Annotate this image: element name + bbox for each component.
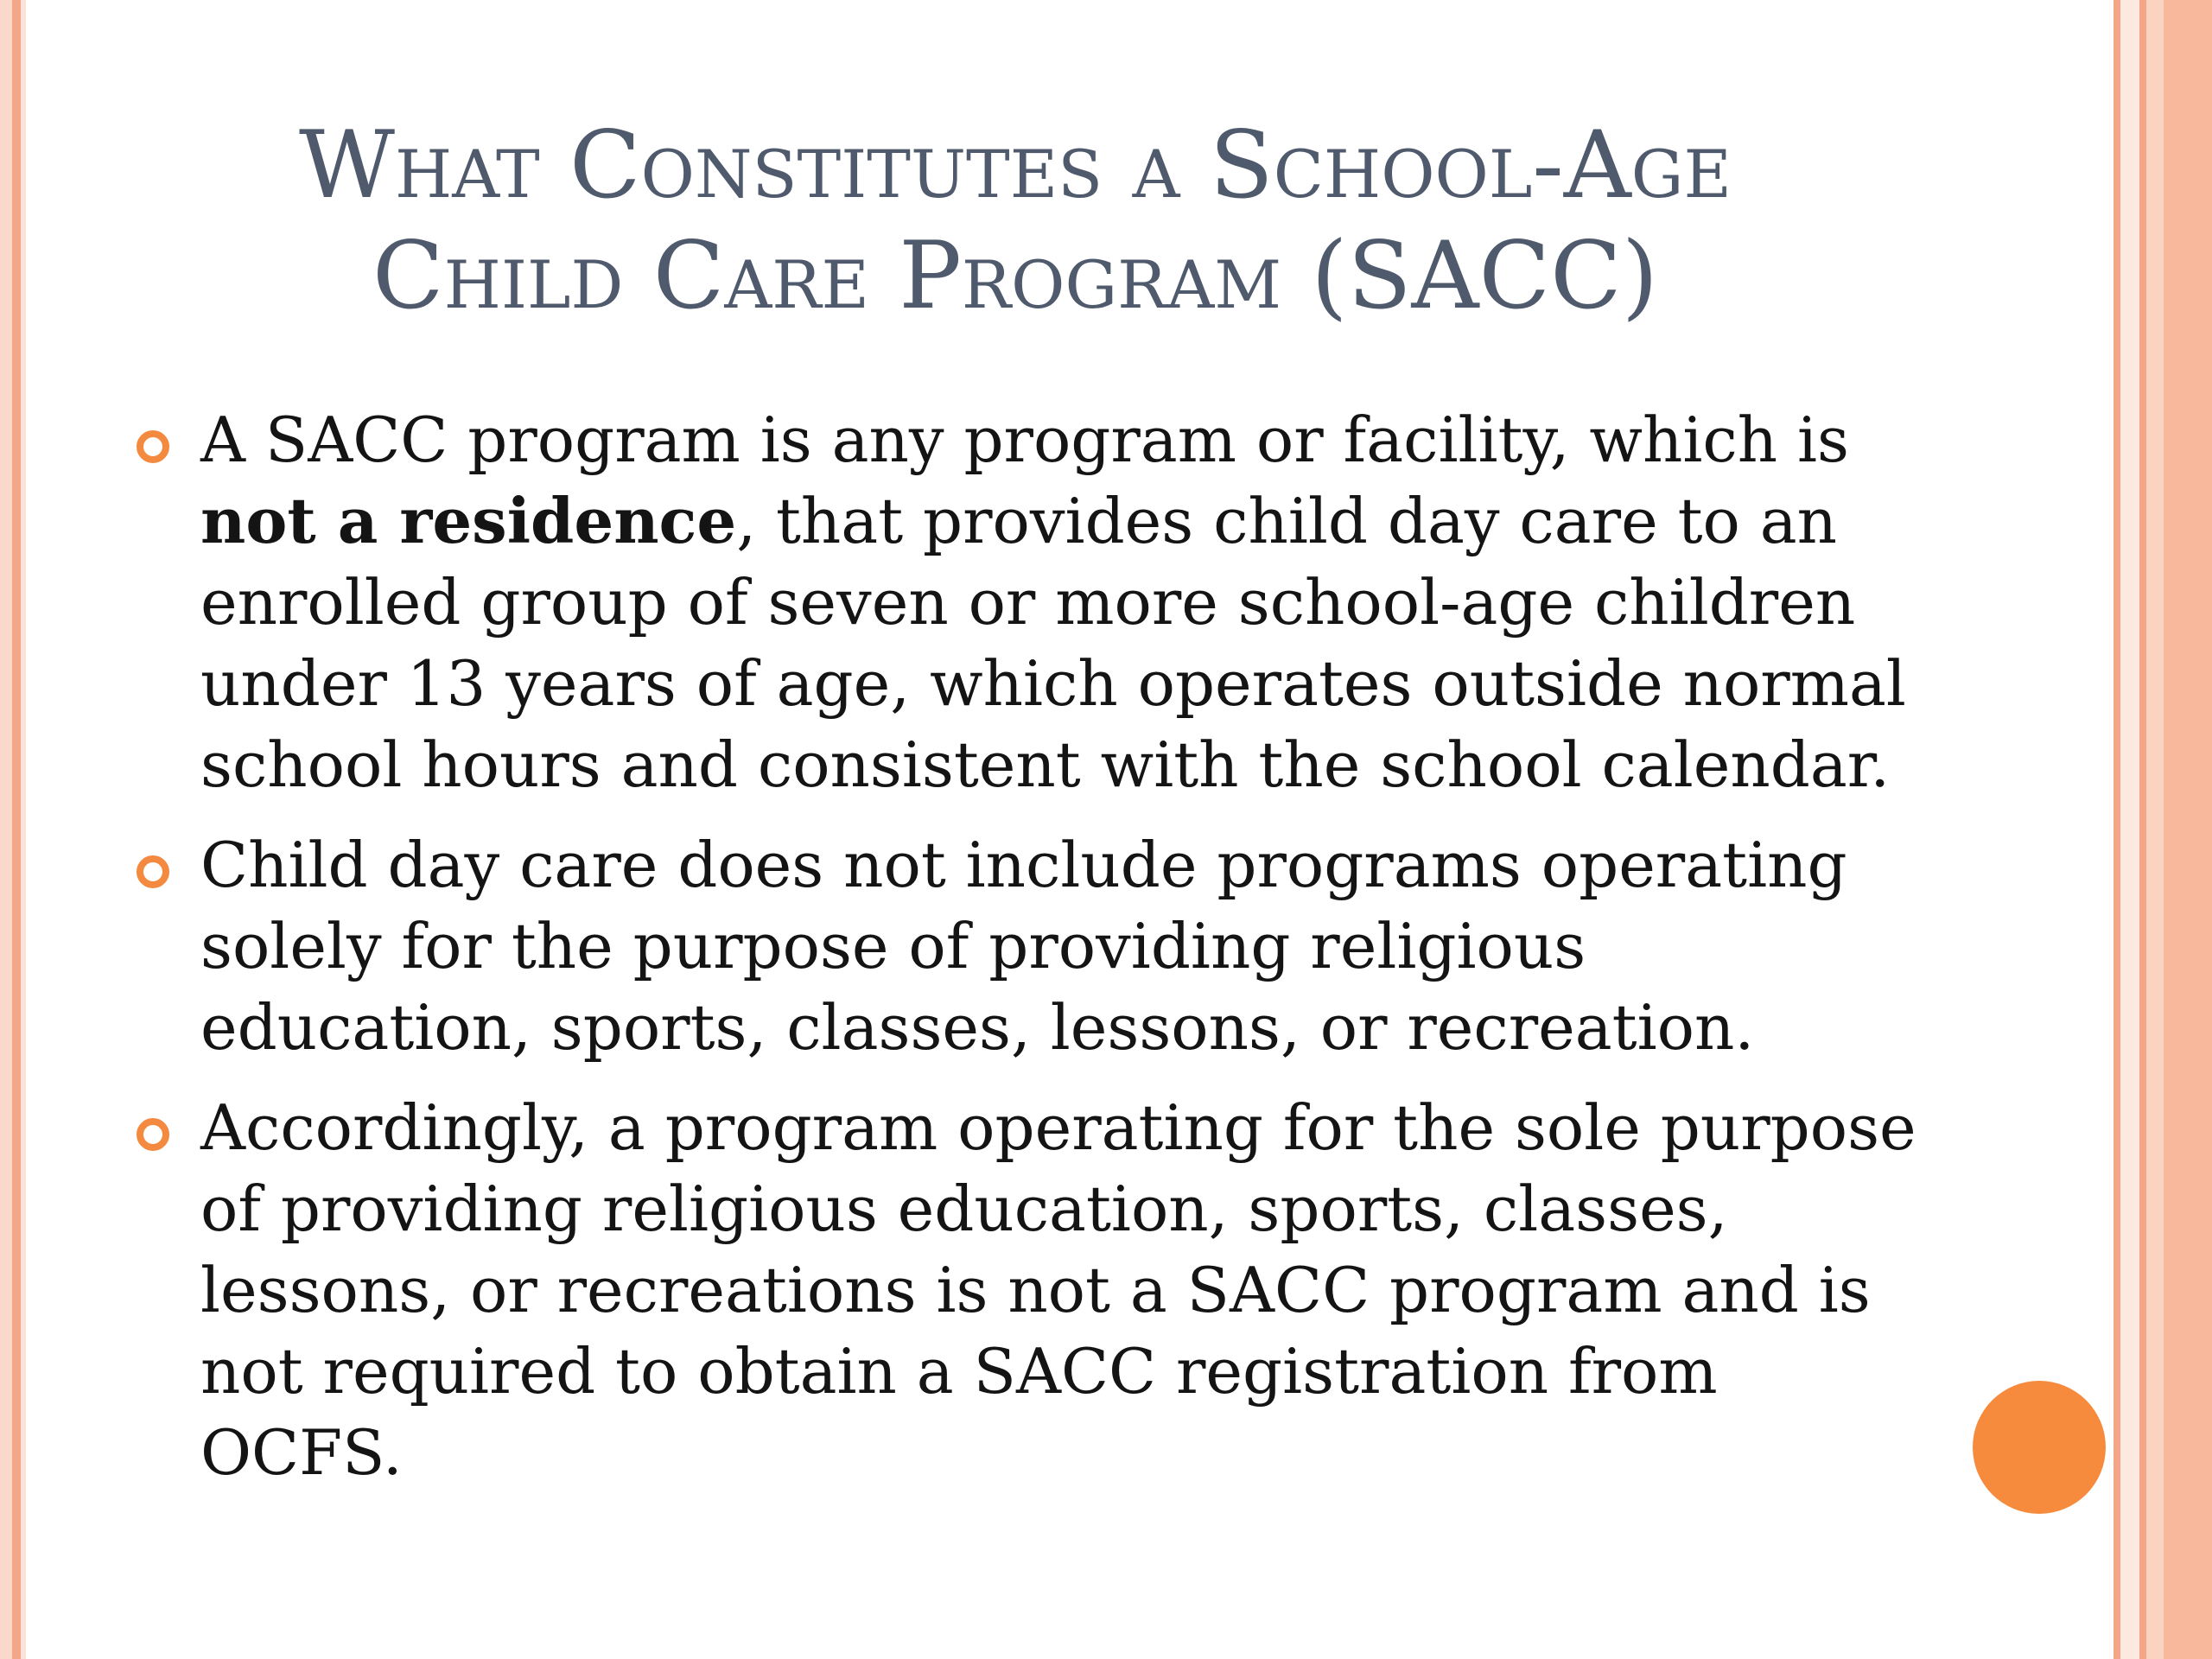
left-border-stripe [12, 0, 21, 1659]
right-border-stripe [2146, 0, 2164, 1659]
bullet-item-exclusions [130, 824, 1927, 1068]
right-border-stripe [2113, 0, 2120, 1659]
bullet-circle-icon [137, 855, 169, 888]
slide-title-line-2: Child Care Program (SACC) [372, 222, 1658, 330]
bullet-text: Child day care does not include programs operating solely for the purpose of providing religious education, sports, classes, lessons, or recreation. [200, 829, 1847, 1064]
bullet-list [130, 399, 1927, 1512]
bullet-text: Accordingly, a program operating for the sole purpose of providing religious education, sports, classes, lessons, or recreations is not a SACC program and is not required to obtain a SACC registration from OCFS. [200, 1091, 1916, 1489]
bullet-item-sacc-definition [130, 399, 1927, 805]
bullet-item-conclusion [130, 1087, 1927, 1493]
left-border-stripe [21, 0, 26, 1659]
left-border-stripe [0, 0, 12, 1659]
bullet-text-bold: not a residence [200, 484, 737, 557]
right-border-stripe [2139, 0, 2146, 1659]
bullet-circle-icon [137, 1118, 169, 1151]
slide-title-line-1: What Constitutes a School-Age [299, 111, 1732, 219]
right-border-stripe [2120, 0, 2139, 1659]
slide-title [138, 111, 1892, 332]
bullet-text-prefix: A SACC program is any program or facility, which is [200, 404, 1849, 476]
bullet-text-suffix: , that provides child day care to an enrolled group of seven or more school-age children under 13 years of age, which operates outside normal school hours and consistent with the school calendar. [200, 485, 1906, 801]
right-border-stripe [2164, 0, 2212, 1659]
orange-circle-icon [1973, 1381, 2106, 1514]
bullet-circle-icon [137, 430, 169, 463]
